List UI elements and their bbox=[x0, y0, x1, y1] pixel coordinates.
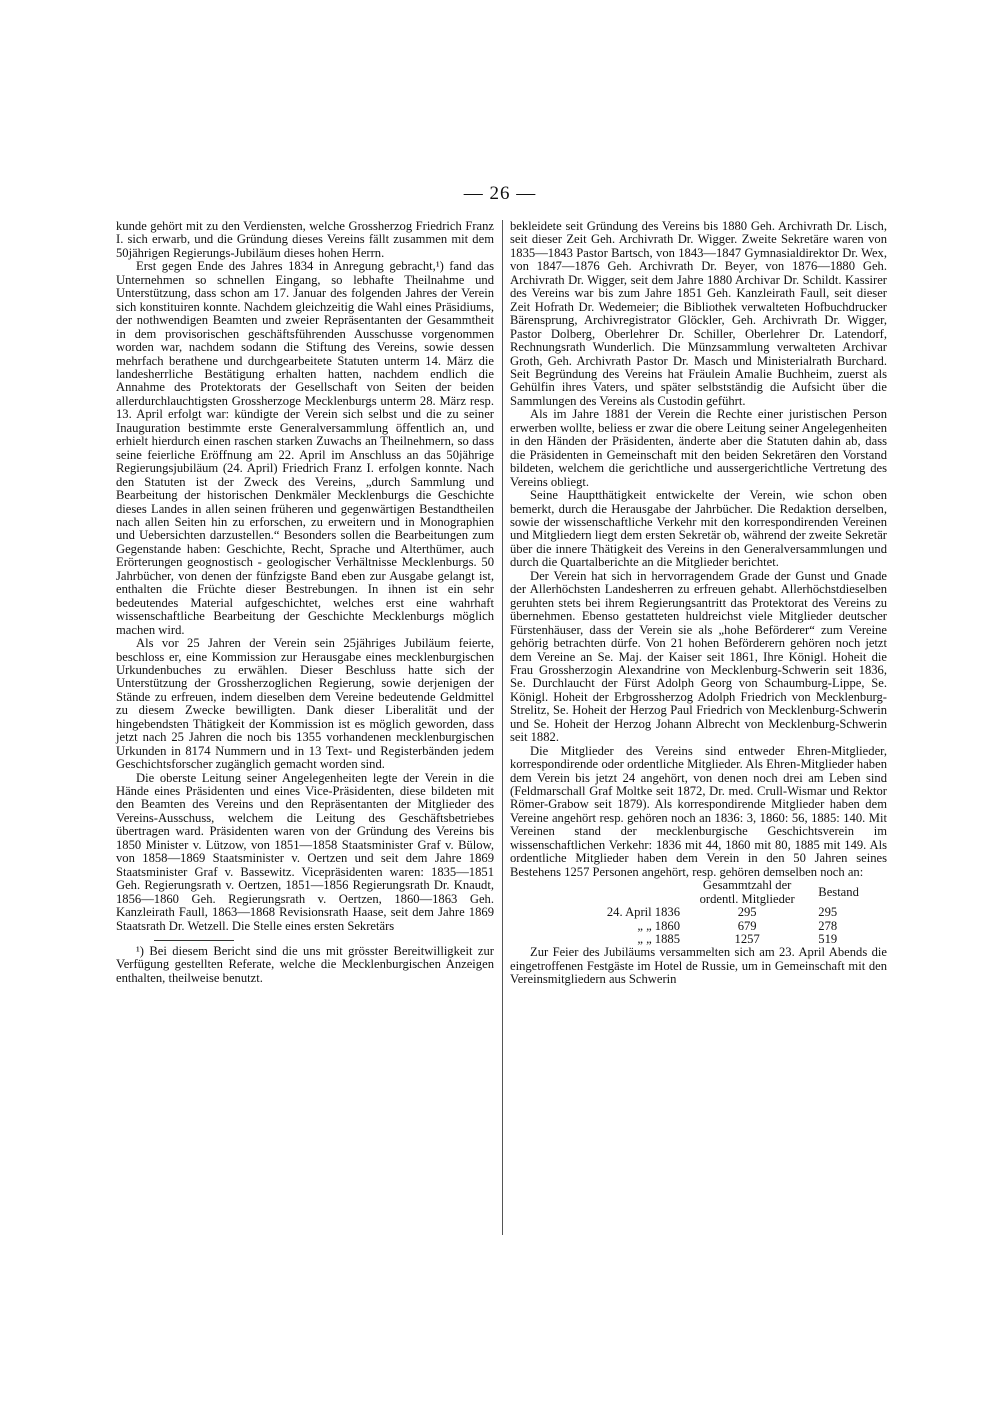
left-column bbox=[116, 220, 494, 985]
paragraph: Zur Feier des Jubiläums versammelten sich am 23. April Abends die eingetroffenen Festgäste im Hotel de Russie, um in Gemeinschaft mit den Vereinsmitgliedern aus Schwerin bbox=[510, 945, 887, 987]
table-header-cell: Bestand bbox=[818, 884, 859, 899]
table-cell: 24. April 1836 bbox=[606, 905, 680, 920]
footnote bbox=[116, 945, 494, 985]
table-cell: 295 bbox=[737, 905, 757, 920]
paragraph: Seine Hauptthätigkeit entwickelte der Verein, wie schon oben bemerkt, durch die Herausgabe der Jahrbücher. Die Redaktion derselben, sowie der wissenschaftliche Verkehr mit den korrespondirenden Vereinen und Mitgliedern liegt dem ersten Sekretär ob, während der zweite Sekretär über die innere Thätigkeit des Vereins in den Generalversammlungen und durch die Quartalberichte an die Mitglieder berichtet. bbox=[510, 488, 887, 570]
table-cell: 1257 bbox=[734, 932, 760, 947]
table-cell: 295 bbox=[818, 905, 838, 920]
right-column bbox=[510, 220, 887, 987]
column-divider bbox=[502, 220, 503, 1235]
paragraph: bekleidete seit Gründung des Vereins bis 1880 Geh. Archivrath Dr. Lisch, seit dieser Zeit Geh. Archivrath Dr. Wigger. Zweite Sekretäre waren von 1835—1843 Pastor Bartsch, von 1843—1847 Gymnasialdirektor Dr. Wex, von 1847—1876 Geh. Archivrath Dr. Beyer, von 1876—1880 Geh. Archivrath Dr. Wigger, seit dem Jahre 1880 Archivar Dr. Schildt. Kassirer des Vereins war bis zum Jahre 1851 Geh. Kanzleirath Faull, seit dieser Zeit Hofrath Dr. Wedemeier; die Bibliothek verwalteten Hofbuchdrucker Bärensprung, Archivregistrator Glöckler, Geh. Archivrath Dr. Wigger, Pastor Dolberg, Oberlehrer Dr. Schiller, Oberlehrer Dr. Latendorf, Rechnungsrath Wunderlich. Die Münzsammlung verwalteten Archivar Groth, Geh. Archivrath Pastor Dr. Masch und Ministerialrath Burchard. Seit Begründung des Vereins hat Fräulein Amalie Buchheim, zuerst als Gehülfin ihres Vaters, und später selbstständig die Aufsicht über die Sammlungen des Vereins als Custodin geführt. bbox=[510, 219, 887, 408]
paragraph: Erst gegen Ende des Jahres 1834 in Anregung gebracht,¹) fand das Unternehmen so schnellen Eingang, so lebhafte Theilnahme und Unterstützung, dass schon am 17. Januar des folgenden Jahres der Verein sich konstituiren konnte. Nachdem gleichzeitig die Wahl eines Präsidiums, der nothwendigen Beamten und zweier Repräsentanten der Gesammtheit in dem provisorischen geschäftsführenden Ausschusse vorgenommen worden war, nachdem sodann die Stiftung des Vereins, sowie dessen mehrfach berathene und durchgearbeitete Statuten unterm 14. März die landesherrliche Bestätigung erhalten hatten, nachdem endlich die Annahme des Protektorats der Gesellschaft von Seiten der beiden allerdurchlauchtigsten Grossherzoge Mecklenburgs unterm 28. März resp. 13. April erfolgt war: kündigte der Verein sich selbst und die zu seiner Inauguration bestimmte erste Generalversammlung öffentlich an, und erhielt hierdurch einen raschen starken Zuwachs an Theilnehmern, so dass seine feierliche Eröffnung am 22. April im Anschluss an das 50jährige Regierungsjubiläum (24. April) Friedrich Franz I. erfolgen konnte. Nach den Statuten ist der Zweck des Vereins, „durch Sammlung und Bearbeitung der historischen Denkmäler Mecklenburgs die Geschichte dieses Landes in allen seinen früheren und gegenwärtigen Bestandtheilen nach allen Seiten hin zu erforschen, zu erweitern und in Monographien und Uebersichten darzustellen.“ Besonders sollen die Bearbeitungen zum Gegenstande haben: Geschichte, Recht, Sprache und Alterthümer, auch Erörterungen geognostisch - geologischer Verhältnisse Mecklenburgs. 50 Jahrbücher, von denen der fünfzigste Band eben zur Ausgabe gelangt ist, enthalten die Früchte dieser Bestrebungen. In ihnen ist ein sehr bedeutendes Material aufgeschichtet, welches erst eine wahrhaft wissenschaftliche Bearbeitung der Geschichte Mecklenburgs möglich machen wird. bbox=[116, 259, 494, 637]
table-cell: 278 bbox=[818, 918, 838, 933]
footnote-text: ¹) Bei diesem Bericht sind die uns mit grösster Bereitwilligkeit zur Verfügung gestellten Referate, welche die Mecklenburgischen Anzeigen enthalten, theilweise benutzt. bbox=[116, 944, 494, 985]
table-row bbox=[510, 906, 887, 919]
paragraph: Die Mitglieder des Vereins sind entweder Ehren-Mitglieder, korrespondirende oder ordentliche Mitglieder. Als Ehren-Mitglieder haben dem Verein bis jetzt 24 angehört, von denen noch drei am Leben sind (Feldmarschall Graf Moltke seit 1872, Dr. med. Crull-Wismar und Rektor Römer-Grabow seit 1879). Als korrespondirende Mitglieder haben dem Vereine angehört resp. gehören noch an 1836: 3, 1860: 56, 1885: 140. Mit Vereinen stand der mecklenburgische Geschichtsverein im wissenschaftlichen Verkehr: 1836 mit 44, 1860 mit 80, 1885 mit 149. Als ordentliche Mitglieder haben dem Verein in den 50 Jahren seines Bestehens 1257 Personen angehört, resp. gehören demselben noch an: bbox=[510, 743, 887, 879]
paragraph: Der Verein hat sich in hervorragendem Grade der Gunst und Gnade der Allerhöchsten Landesherren zu erfreuen gehabt. Allerhöchstdieselben geruhten stets bei ihrem Regierungsantritt das Protektorat des Vereins zu übernehmen. Ebenso gestatteten huldreichst viele Mitglieder deutscher Fürstenhäuser, dass der Verein sie als „hohe Beförderer“ zum Vereine gehörig betrachten dürfe. Von 21 hohen Beförderern gehören noch jetzt dem Vereine an Se. Maj. der Kaiser seit 1861, Ihre Königl. Hoheit die Frau Grossherzogin Alexandrine von Mecklenburg-Schwerin seit 1836, Se. Durchlaucht der Fürst Adolph Georg von Schaumburg-Lippe, Se. Königl. Hoheit der Erbgrossherzog Adolph Friedrich von Mecklenburg-Strelitz, Se. Hoheit der Herzog Paul Friedrich von Mecklenburg-Schwerin und Se. Hoheit der Herzog Johann Albrecht von Mecklenburg-Schwerin seit 1882. bbox=[510, 568, 887, 745]
table-cell: 519 bbox=[818, 932, 838, 947]
footnote-rule bbox=[154, 940, 234, 941]
table-row bbox=[510, 933, 887, 946]
table-header-cell bbox=[510, 879, 684, 906]
table-cell: „ „ 1860 bbox=[637, 918, 680, 933]
membership-table bbox=[510, 879, 887, 946]
page-number: — 26 — bbox=[463, 183, 537, 204]
table-header-row bbox=[510, 879, 887, 906]
table-cell: 679 bbox=[737, 918, 757, 933]
paragraph: Als im Jahre 1881 der Verein die Rechte einer juristischen Person erwerben wollte, beliess er zwar die obere Leitung seiner Angelegenheiten in den Händen der Präsidenten, änderte aber die Statuten dahin ab, dass die Präsidenten in Gemeinschaft mit den beiden Sekretären den Vorstand bildeten, welchem die gerichtliche und aussergerichtliche Vertretung des Vereins obliegt. bbox=[510, 407, 887, 489]
table-header-cell: Gesammtzahl der ordentl. Mitglieder bbox=[699, 878, 795, 906]
paragraph: kunde gehört mit zu den Verdiensten, welche Grossherzog Friedrich Franz I. sich erwarb, und die Gründung dieses Vereins fällt zusammen mit dem 50jährigen Regierungs-Jubiläum dieses hohen Herrn. bbox=[116, 219, 494, 260]
table-row bbox=[510, 920, 887, 933]
paragraph: Als vor 25 Jahren der Verein sein 25jähriges Jubiläum feierte, beschloss er, eine Kommission zur Herausgabe eines mecklenburgischen Urkundenbuches zu erwählen. Dieser Beschluss hatte sich der Unterstützung der Grossherzoglichen Regierung, sowie derjenigen der Stände zu erfreuen, indem dieselben dem Vereine bedeutende Geldmittel zu diesem Zwecke bewilligten. Dank dieser Liberalität und der hingebendsten Thätigkeit der Kommission ist es möglich geworden, dass jetzt nach 25 Jahren die noch bis 1355 vorhandenen mecklenburgischen Urkunden in 8174 Nummern und in 13 Text- und Registerbänden jedem Geschichtsforscher zugänglich gemacht worden sind. bbox=[116, 636, 494, 772]
table-cell: „ „ 1885 bbox=[637, 932, 680, 947]
paragraph: Die oberste Leitung seiner Angelegenheiten legte der Verein in die Hände eines Präsidenten und eines Vice-Präsidenten, diese bildeten mit den Beamten des Vereins und den Repräsentanten der Mitglieder des Vereins-Ausschuss, welchem die Leitung des Geschäftsbetriebes übertragen ward. Präsidenten waren von der Gründung des Vereins bis 1850 Minister v. Lützow, von 1851—1858 Staatsminister Graf v. Bülow, von 1858—1869 Staatsminister v. Oertzen und seit dem Jahre 1869 Staatsminister Graf v. Bassewitz. Vicepräsidenten waren: 1835—1851 Geh. Regierungsrath v. Oertzen, 1851—1856 Regierungsrath Dr. Knaudt, 1856—1860 Geh. Regierungsrath v. Oertzen, 1860—1863 Geh. Kanzleirath Faull, 1863—1868 Revisionsrath Haase, seit dem Jahre 1869 Staatsrath Dr. Wetzell. Die Stelle eines ersten Sekretärs bbox=[116, 770, 494, 933]
